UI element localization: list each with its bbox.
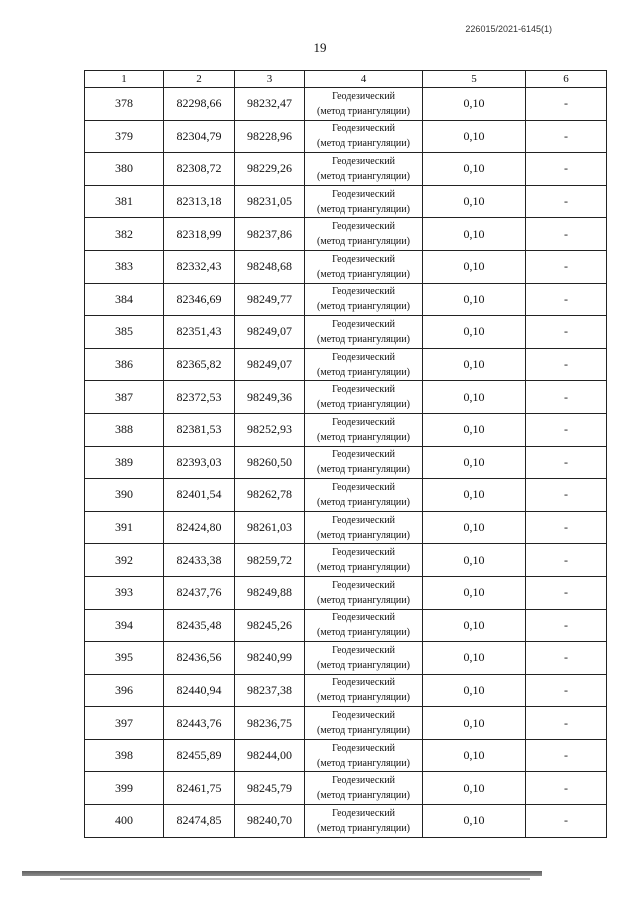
description-cell: -	[526, 413, 607, 446]
method-name: Геодезический	[332, 318, 395, 330]
method-name: Геодезический	[332, 449, 395, 461]
method-cell	[305, 511, 423, 544]
x-coordinate-cell: 82437,76	[164, 576, 235, 609]
method-detail: (метод триангуляции)	[317, 627, 410, 639]
method-name: Геодезический	[332, 710, 395, 722]
accuracy-cell: 0,10	[423, 446, 526, 479]
x-coordinate-cell: 82474,85	[164, 805, 235, 838]
method-detail: (метод триангуляции)	[317, 366, 410, 378]
table-row	[85, 772, 607, 805]
point-number-cell: 390	[85, 479, 164, 512]
method-cell	[305, 479, 423, 512]
description-cell: -	[526, 250, 607, 283]
method-detail: (метод триангуляции)	[317, 496, 410, 508]
method-cell	[305, 772, 423, 805]
table-row	[85, 511, 607, 544]
method-detail: (метод триангуляции)	[317, 594, 410, 606]
method-cell	[305, 609, 423, 642]
accuracy-cell: 0,10	[423, 218, 526, 251]
table-row	[85, 413, 607, 446]
method-detail: (метод триангуляции)	[317, 529, 410, 541]
point-number-cell: 396	[85, 674, 164, 707]
y-coordinate-cell: 98249,77	[235, 283, 305, 316]
table-row	[85, 218, 607, 251]
x-coordinate-cell: 82365,82	[164, 348, 235, 381]
method-name: Геодезический	[332, 579, 395, 591]
method-detail: (метод триангуляции)	[317, 562, 410, 574]
x-coordinate-cell: 82298,66	[164, 88, 235, 121]
y-coordinate-cell: 98237,38	[235, 674, 305, 707]
page-number: 19	[313, 40, 327, 55]
method-cell	[305, 185, 423, 218]
method-name: Геодезический	[332, 807, 395, 819]
method-name: Геодезический	[332, 253, 395, 265]
method-name: Геодезический	[332, 155, 395, 167]
method-name: Геодезический	[332, 612, 395, 624]
point-number-cell: 387	[85, 381, 164, 414]
y-coordinate-cell: 98240,70	[235, 805, 305, 838]
point-number-cell: 381	[85, 185, 164, 218]
method-cell	[305, 642, 423, 675]
method-detail: (метод триангуляции)	[317, 333, 410, 345]
y-coordinate-cell: 98237,86	[235, 218, 305, 251]
method-cell	[305, 283, 423, 316]
x-coordinate-cell: 82436,56	[164, 642, 235, 675]
method-cell	[305, 381, 423, 414]
table-row	[85, 185, 607, 218]
column-header: 3	[235, 71, 305, 88]
method-detail: (метод триангуляции)	[317, 399, 410, 411]
coordinates-table	[84, 70, 607, 838]
point-number-cell: 382	[85, 218, 164, 251]
point-number-cell: 386	[85, 348, 164, 381]
method-cell	[305, 88, 423, 121]
table-row	[85, 739, 607, 772]
table-row	[85, 348, 607, 381]
accuracy-cell: 0,10	[423, 153, 526, 186]
method-cell	[305, 446, 423, 479]
scan-edge-line	[22, 871, 542, 876]
point-number-cell: 392	[85, 544, 164, 577]
point-number-cell: 391	[85, 511, 164, 544]
point-number-cell: 395	[85, 642, 164, 675]
y-coordinate-cell: 98260,50	[235, 446, 305, 479]
x-coordinate-cell: 82313,18	[164, 185, 235, 218]
description-cell: -	[526, 381, 607, 414]
description-cell: -	[526, 739, 607, 772]
description-cell: -	[526, 120, 607, 153]
method-cell	[305, 576, 423, 609]
x-coordinate-cell: 82435,48	[164, 609, 235, 642]
method-detail: (метод триангуляции)	[317, 301, 410, 313]
x-coordinate-cell: 82401,54	[164, 479, 235, 512]
method-cell	[305, 218, 423, 251]
y-coordinate-cell: 98231,05	[235, 185, 305, 218]
y-coordinate-cell: 98232,47	[235, 88, 305, 121]
point-number-cell: 383	[85, 250, 164, 283]
method-detail: (метод триангуляции)	[317, 203, 410, 215]
method-name: Геодезический	[332, 644, 395, 656]
x-coordinate-cell: 82318,99	[164, 218, 235, 251]
table-row	[85, 250, 607, 283]
accuracy-cell: 0,10	[423, 739, 526, 772]
method-name: Геодезический	[332, 481, 395, 493]
point-number-cell: 399	[85, 772, 164, 805]
description-cell: -	[526, 511, 607, 544]
y-coordinate-cell: 98259,72	[235, 544, 305, 577]
y-coordinate-cell: 98261,03	[235, 511, 305, 544]
y-coordinate-cell: 98245,79	[235, 772, 305, 805]
x-coordinate-cell: 82346,69	[164, 283, 235, 316]
method-detail: (метод триангуляции)	[317, 105, 410, 117]
y-coordinate-cell: 98229,26	[235, 153, 305, 186]
accuracy-cell: 0,10	[423, 348, 526, 381]
method-detail: (метод триангуляции)	[317, 757, 410, 769]
method-name: Геодезический	[332, 351, 395, 363]
method-name: Геодезический	[332, 775, 395, 787]
description-cell: -	[526, 446, 607, 479]
method-cell	[305, 805, 423, 838]
x-coordinate-cell: 82372,53	[164, 381, 235, 414]
y-coordinate-cell: 98228,96	[235, 120, 305, 153]
accuracy-cell: 0,10	[423, 642, 526, 675]
method-name: Геодезический	[332, 221, 395, 233]
description-cell: -	[526, 544, 607, 577]
accuracy-cell: 0,10	[423, 609, 526, 642]
accuracy-cell: 0,10	[423, 413, 526, 446]
table-header-row	[85, 71, 607, 88]
y-coordinate-cell: 98248,68	[235, 250, 305, 283]
method-cell	[305, 153, 423, 186]
method-detail: (метод триангуляции)	[317, 268, 410, 280]
description-cell: -	[526, 479, 607, 512]
method-detail: (метод триангуляции)	[317, 138, 410, 150]
x-coordinate-cell: 82393,03	[164, 446, 235, 479]
x-coordinate-cell: 82424,80	[164, 511, 235, 544]
x-coordinate-cell: 82308,72	[164, 153, 235, 186]
table-row	[85, 576, 607, 609]
description-cell: -	[526, 153, 607, 186]
accuracy-cell: 0,10	[423, 381, 526, 414]
description-cell: -	[526, 642, 607, 675]
accuracy-cell: 0,10	[423, 805, 526, 838]
description-cell: -	[526, 674, 607, 707]
method-cell	[305, 739, 423, 772]
table-row	[85, 446, 607, 479]
method-name: Геодезический	[332, 547, 395, 559]
point-number-cell: 380	[85, 153, 164, 186]
point-number-cell: 388	[85, 413, 164, 446]
method-detail: (метод триангуляции)	[317, 822, 410, 834]
method-name: Геодезический	[332, 286, 395, 298]
y-coordinate-cell: 98249,07	[235, 348, 305, 381]
point-number-cell: 384	[85, 283, 164, 316]
table-row	[85, 544, 607, 577]
y-coordinate-cell: 98249,88	[235, 576, 305, 609]
y-coordinate-cell: 98262,78	[235, 479, 305, 512]
description-cell: -	[526, 185, 607, 218]
point-number-cell: 393	[85, 576, 164, 609]
method-detail: (метод триангуляции)	[317, 659, 410, 671]
table-row	[85, 674, 607, 707]
accuracy-cell: 0,10	[423, 250, 526, 283]
accuracy-cell: 0,10	[423, 185, 526, 218]
method-cell	[305, 250, 423, 283]
description-cell: -	[526, 283, 607, 316]
method-name: Геодезический	[332, 188, 395, 200]
method-cell	[305, 544, 423, 577]
accuracy-cell: 0,10	[423, 511, 526, 544]
description-cell: -	[526, 707, 607, 740]
x-coordinate-cell: 82351,43	[164, 316, 235, 349]
method-detail: (метод триангуляции)	[317, 431, 410, 443]
y-coordinate-cell: 98245,26	[235, 609, 305, 642]
method-cell	[305, 348, 423, 381]
method-cell	[305, 674, 423, 707]
accuracy-cell: 0,10	[423, 283, 526, 316]
point-number-cell: 378	[85, 88, 164, 121]
method-detail: (метод триангуляции)	[317, 790, 410, 802]
method-detail: (метод триангуляции)	[317, 725, 410, 737]
column-header: 1	[85, 71, 164, 88]
y-coordinate-cell: 98240,99	[235, 642, 305, 675]
accuracy-cell: 0,10	[423, 576, 526, 609]
point-number-cell: 394	[85, 609, 164, 642]
document-id: 226015/2021-6145(1)	[465, 24, 552, 34]
y-coordinate-cell: 98252,93	[235, 413, 305, 446]
x-coordinate-cell: 82440,94	[164, 674, 235, 707]
point-number-cell: 389	[85, 446, 164, 479]
method-detail: (метод триангуляции)	[317, 170, 410, 182]
method-cell	[305, 120, 423, 153]
method-name: Геодезический	[332, 416, 395, 428]
column-header: 4	[305, 71, 423, 88]
x-coordinate-cell: 82443,76	[164, 707, 235, 740]
method-cell	[305, 413, 423, 446]
y-coordinate-cell: 98249,36	[235, 381, 305, 414]
y-coordinate-cell: 98236,75	[235, 707, 305, 740]
description-cell: -	[526, 609, 607, 642]
method-detail: (метод триангуляции)	[317, 236, 410, 248]
x-coordinate-cell: 82381,53	[164, 413, 235, 446]
method-name: Геодезический	[332, 514, 395, 526]
accuracy-cell: 0,10	[423, 707, 526, 740]
accuracy-cell: 0,10	[423, 544, 526, 577]
column-header: 5	[423, 71, 526, 88]
method-name: Геодезический	[332, 123, 395, 135]
x-coordinate-cell: 82433,38	[164, 544, 235, 577]
method-name: Геодезический	[332, 742, 395, 754]
point-number-cell: 397	[85, 707, 164, 740]
description-cell: -	[526, 576, 607, 609]
x-coordinate-cell: 82461,75	[164, 772, 235, 805]
accuracy-cell: 0,10	[423, 316, 526, 349]
table-row	[85, 805, 607, 838]
y-coordinate-cell: 98244,00	[235, 739, 305, 772]
table-row	[85, 381, 607, 414]
method-detail: (метод триангуляции)	[317, 692, 410, 704]
method-name: Геодезический	[332, 677, 395, 689]
method-name: Геодезический	[332, 90, 395, 102]
point-number-cell: 400	[85, 805, 164, 838]
x-coordinate-cell: 82455,89	[164, 739, 235, 772]
point-number-cell: 398	[85, 739, 164, 772]
accuracy-cell: 0,10	[423, 479, 526, 512]
column-header: 6	[526, 71, 607, 88]
table-row	[85, 609, 607, 642]
point-number-cell: 385	[85, 316, 164, 349]
method-cell	[305, 707, 423, 740]
y-coordinate-cell: 98249,07	[235, 316, 305, 349]
column-header: 2	[164, 71, 235, 88]
accuracy-cell: 0,10	[423, 88, 526, 121]
accuracy-cell: 0,10	[423, 772, 526, 805]
table-row	[85, 120, 607, 153]
description-cell: -	[526, 805, 607, 838]
method-cell	[305, 316, 423, 349]
table-row	[85, 316, 607, 349]
x-coordinate-cell: 82332,43	[164, 250, 235, 283]
method-name: Геодезический	[332, 384, 395, 396]
table-row	[85, 153, 607, 186]
x-coordinate-cell: 82304,79	[164, 120, 235, 153]
description-cell: -	[526, 218, 607, 251]
accuracy-cell: 0,10	[423, 120, 526, 153]
scan-edge-line	[60, 878, 530, 880]
point-number-cell: 379	[85, 120, 164, 153]
method-detail: (метод триангуляции)	[317, 464, 410, 476]
table-row	[85, 88, 607, 121]
description-cell: -	[526, 348, 607, 381]
table-row	[85, 707, 607, 740]
description-cell: -	[526, 88, 607, 121]
table-row	[85, 283, 607, 316]
description-cell: -	[526, 772, 607, 805]
description-cell: -	[526, 316, 607, 349]
table-row	[85, 479, 607, 512]
accuracy-cell: 0,10	[423, 674, 526, 707]
table-row	[85, 642, 607, 675]
